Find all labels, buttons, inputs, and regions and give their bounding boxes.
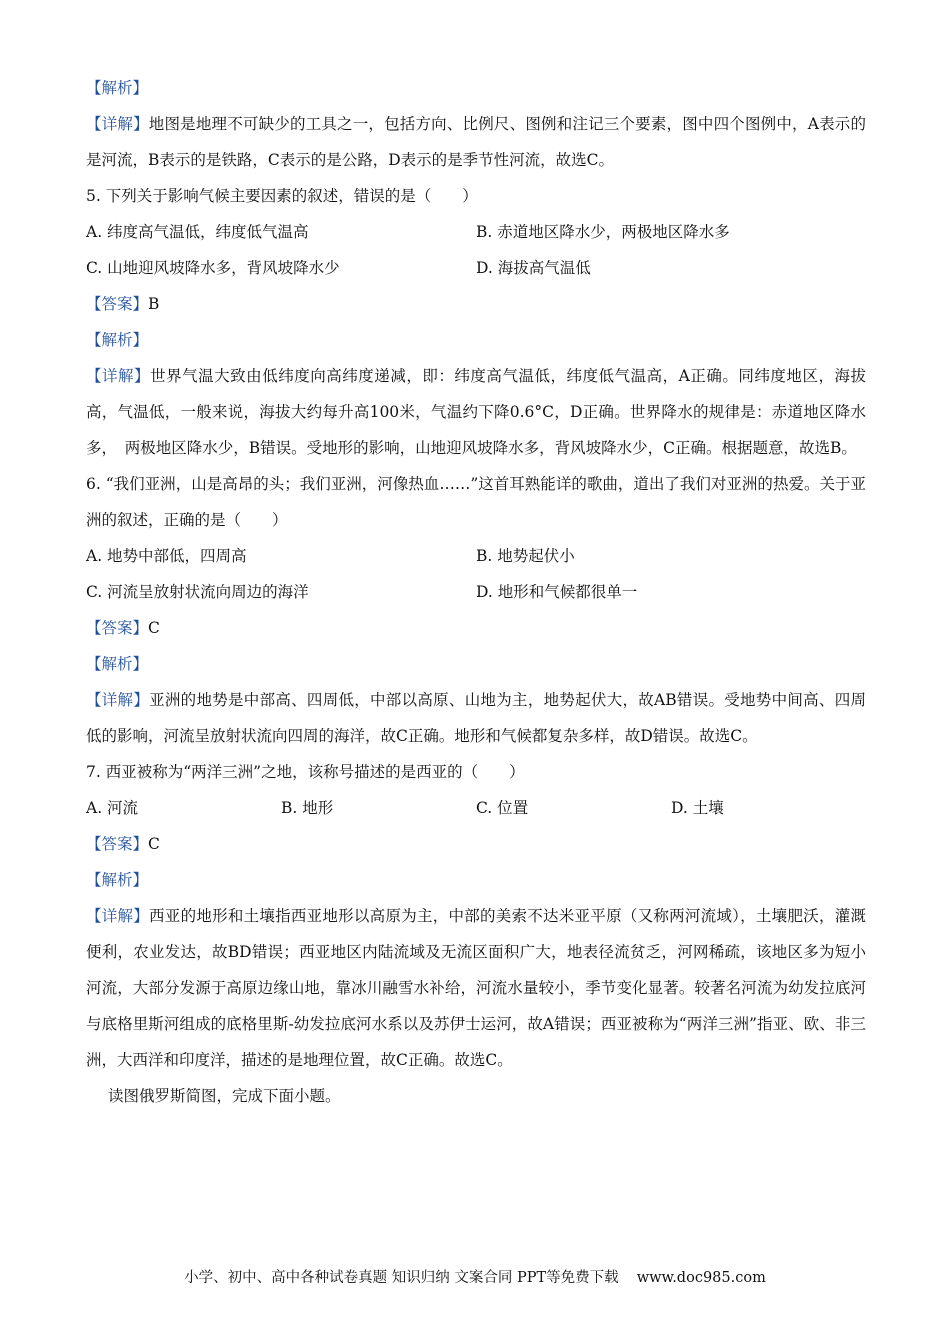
question-7-options	[86, 790, 866, 826]
option-b: B. 地势起伏小	[476, 547, 575, 565]
answer-tag: 【答案】	[86, 295, 149, 313]
option-b: B. 赤道地区降水少，两极地区降水多	[476, 223, 730, 241]
document-page	[86, 70, 866, 1114]
explanation-text: 世界气温大致由低纬度向高纬度递减，即：纬度高气温低，纬度低气温高，A正确。同纬度地区，海拔高，气温低，一般来说，海拔大约每升高100米，气温约下降0.6°C，D正确。世界降水的规律是：赤道地区降水多， 两极地区降水少，B错误。受地形的影响，山地迎风坡降水多，背风坡降水少，C正确。根据题意，故选B。	[86, 367, 866, 457]
explanation-q5	[86, 358, 866, 466]
answer-q7	[86, 826, 866, 862]
answer-tag: 【答案】	[86, 835, 149, 853]
option-b: B. 地形	[281, 799, 334, 817]
detail-tag: 【详解】	[86, 691, 150, 709]
question-5-options-row1	[86, 214, 866, 250]
answer-tag: 【答案】	[86, 619, 149, 637]
answer-value: C	[148, 835, 160, 853]
answer-value: B	[148, 295, 160, 313]
option-c: C. 山地迎风坡降水多，背风坡降水少	[86, 259, 340, 277]
option-a: A. 河流	[86, 799, 139, 817]
question-7-stem: 7. 西亚被称为“两洋三洲”之地，该称号描述的是西亚的（ ）	[86, 763, 525, 781]
option-d: D. 海拔高气温低	[476, 259, 591, 277]
detail-tag: 【详解】	[86, 907, 150, 925]
option-a: A. 纬度高气温低，纬度低气温高	[86, 223, 309, 241]
question-6-options-row1	[86, 538, 866, 574]
explanation-text: 亚洲的地势是中部高、四周低，中部以高原、山地为主，地势起伏大，故AB错误。受地势中间高、四周低的影响，河流呈放射状流向四周的海洋，故C正确。地形和气候都复杂多样，故D错误。故选C。	[86, 691, 866, 745]
page-footer	[0, 1266, 950, 1287]
detail-tag: 【详解】	[86, 115, 149, 133]
analysis-heading: 【解析】	[86, 79, 149, 97]
analysis-heading: 【解析】	[86, 331, 149, 349]
footer-text: 小学、初中、高中各种试卷真题 知识归纳 文案合同 PPT等免费下载	[184, 1270, 619, 1286]
option-c: C. 位置	[476, 799, 529, 817]
question-6-options-row2	[86, 574, 866, 610]
answer-q5	[86, 286, 866, 322]
explanation-text: 地图是地理不可缺少的工具之一，包括方向、比例尺、图例和注记三个要素，图中四个图例中，A表示的是河流，B表示的是铁路，C表示的是公路，D表示的是季节性河流，故选C。	[86, 115, 866, 169]
question-5-options-row2	[86, 250, 866, 286]
question-6-stem: 6. “我们亚洲，山是高昂的头；我们亚洲，河像热血……”这首耳熟能详的歌曲，道出了我们对亚洲的热爱。关于亚洲的叙述，正确的是（ ）	[86, 475, 866, 529]
option-c: C. 河流呈放射状流向周边的海洋	[86, 583, 309, 601]
map-instruction: 读图俄罗斯简图，完成下面小题。	[108, 1087, 341, 1105]
analysis-heading: 【解析】	[86, 655, 149, 673]
option-a: A. 地势中部低，四周高	[86, 547, 247, 565]
explanation-text: 西亚的地形和土壤指西亚地形以高原为主，中部的美索不达米亚平原（又称两河流域），土壤肥沃，灌溉便利，农业发达，故BD错误；西亚地区内陆流域及无流区面积广大，地表径流贫乏，河网稀疏，该地区多为短小河流，大部分发源于高原边缘山地，靠冰川融雪水补给，河流水量较小，季节变化显著。较著名河流为幼发拉底河与底格里斯河组成的底格里斯-幼发拉底河水系以及苏伊士运河，故A错误；西亚被称为“两洋三洲”指亚、欧、非三洲，大西洋和印度洋，描述的是地理位置，故C正确。故选C。	[86, 907, 866, 1069]
option-d: D. 地形和气候都很单一	[476, 583, 638, 601]
detail-tag: 【详解】	[86, 367, 151, 385]
answer-value: C	[148, 619, 160, 637]
explanation-q6	[86, 682, 866, 754]
analysis-heading: 【解析】	[86, 871, 149, 889]
option-d: D. 土壤	[671, 799, 724, 817]
footer-site-link[interactable]: www.doc985.com	[636, 1270, 766, 1286]
explanation-q7	[86, 898, 866, 1078]
explanation-q4	[86, 106, 866, 178]
question-5-stem: 5. 下列关于影响气候主要因素的叙述，错误的是（ ）	[86, 187, 478, 205]
answer-q6	[86, 610, 866, 646]
